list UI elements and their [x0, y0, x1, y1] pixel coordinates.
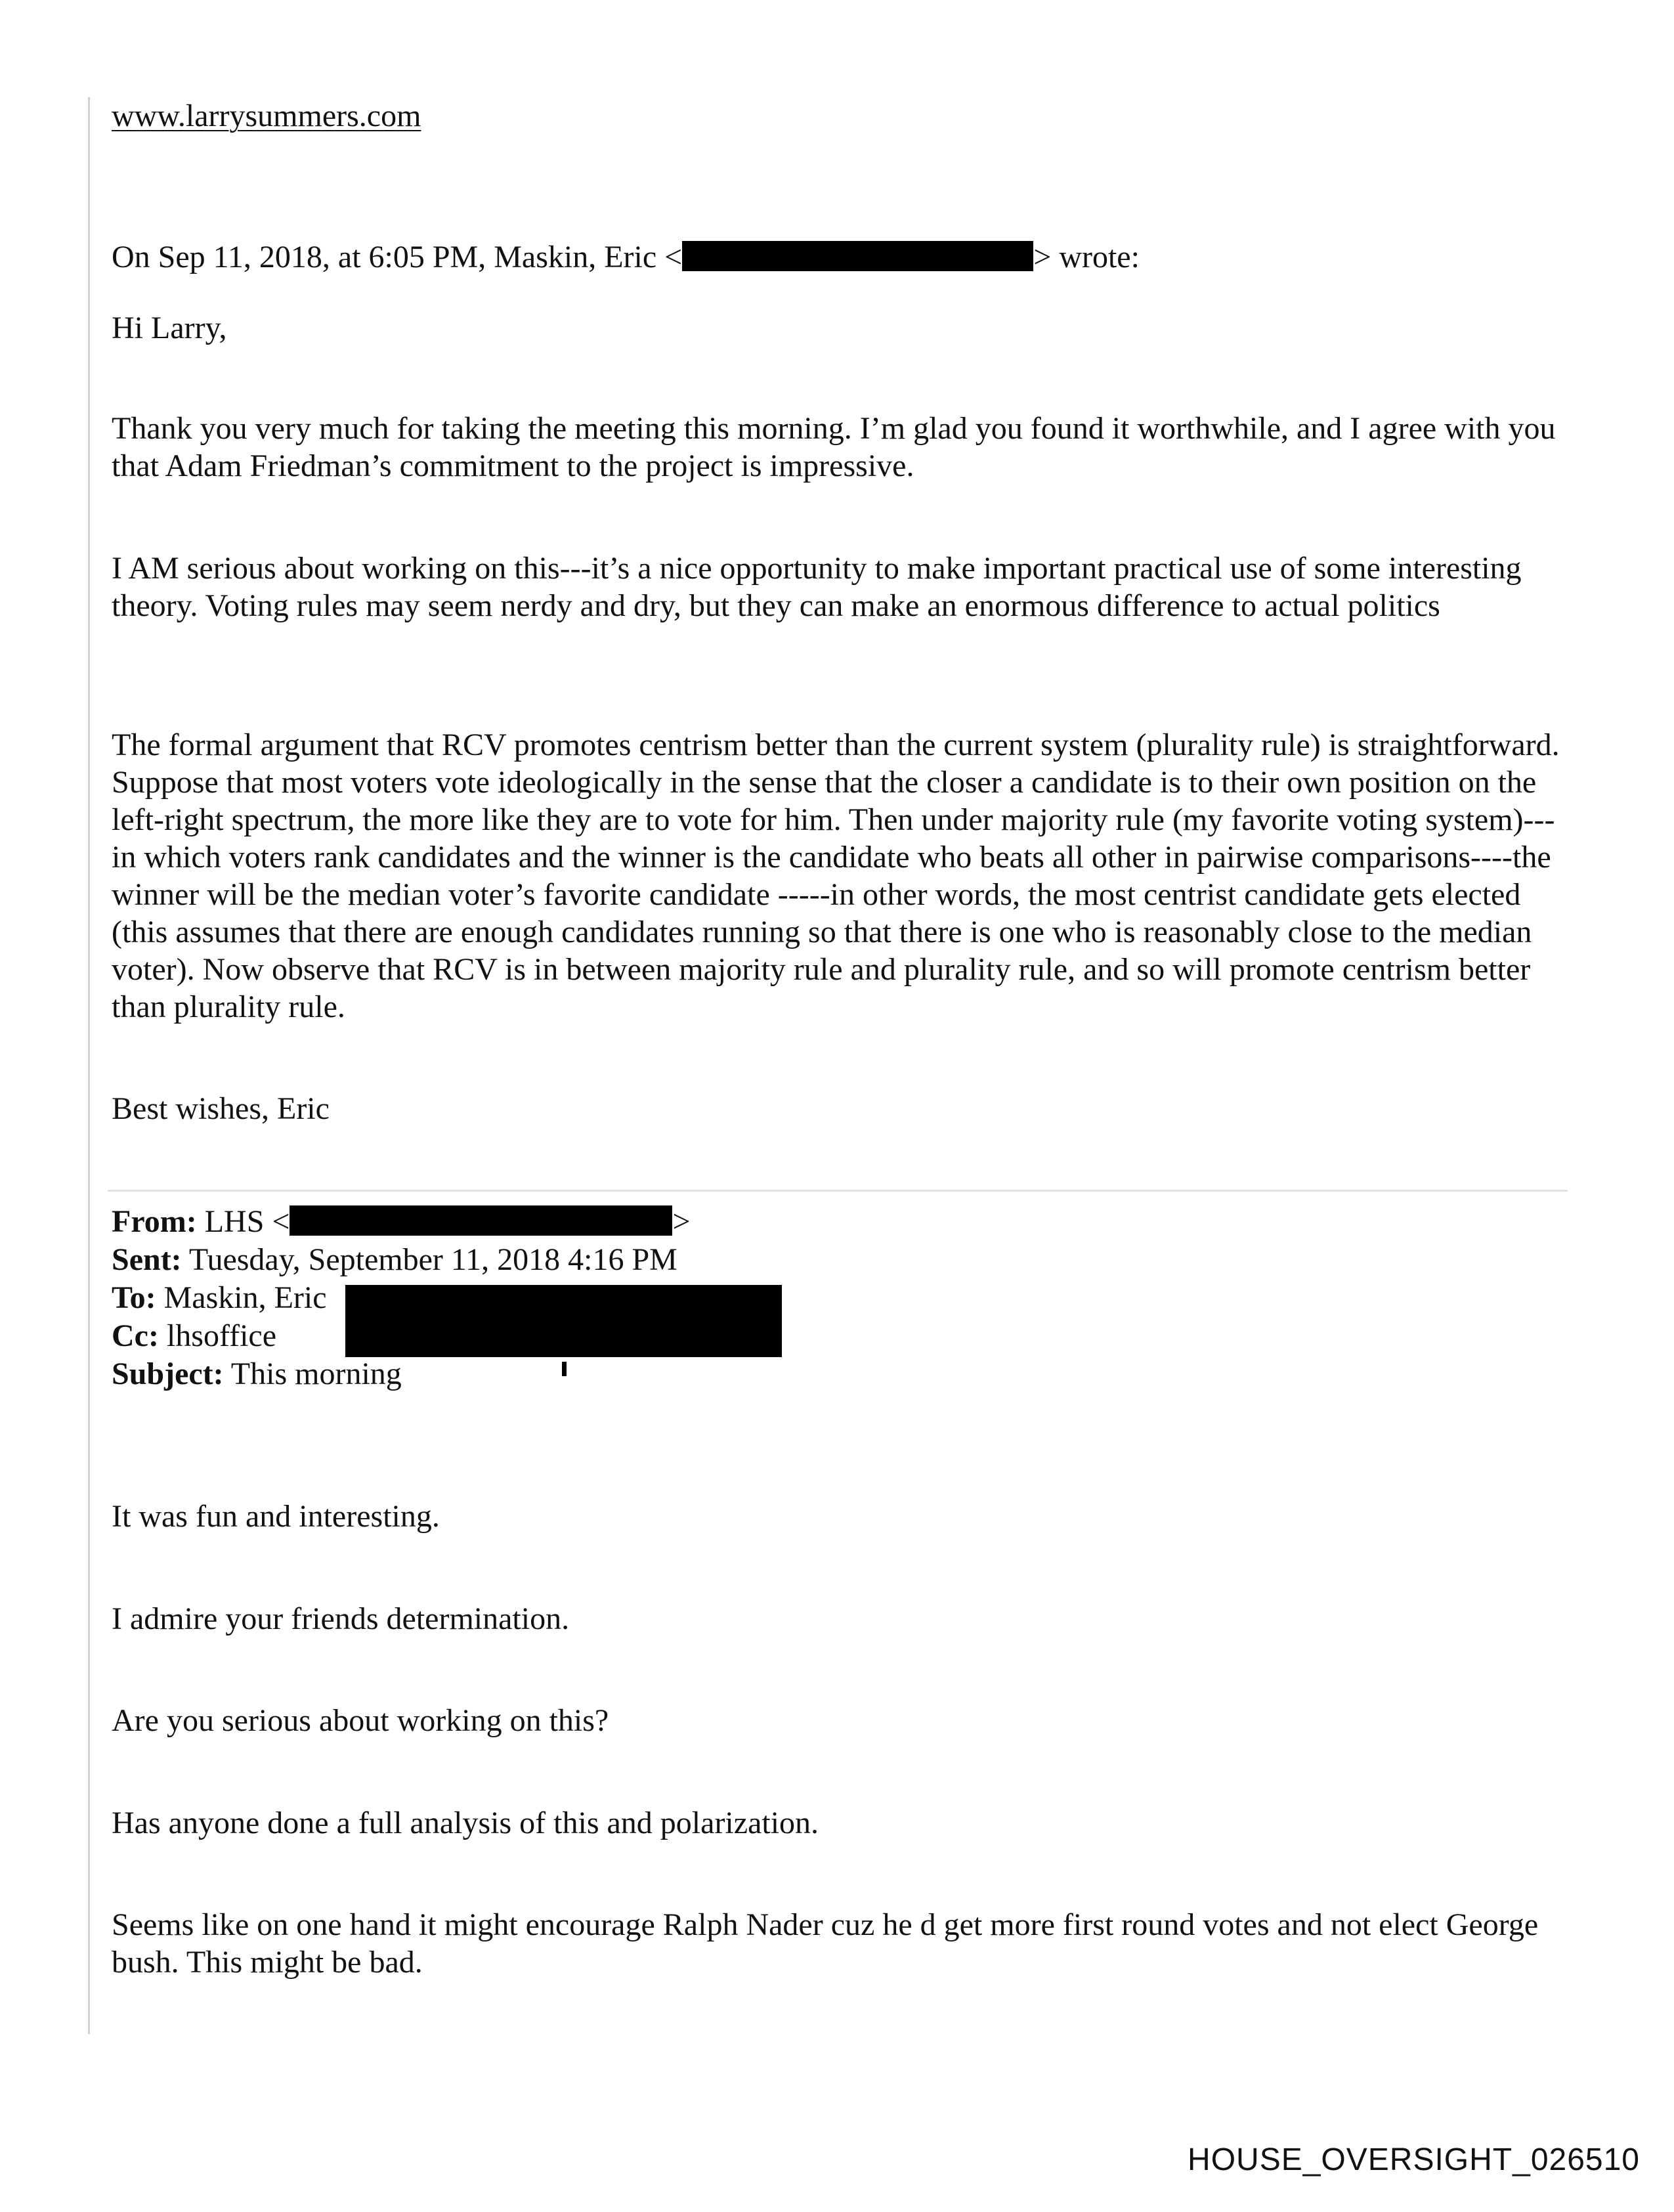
redaction-mark [562, 1362, 567, 1376]
body-line: Seems like on one hand it might encourage Ralph Nader cuz he d get more first round votes and not elect George bush. This might be bad. [112, 1907, 1539, 1980]
redaction-block [682, 241, 1033, 271]
body-line: Are you serious about working on this? [112, 1703, 609, 1738]
subject-line: Subject: This morning [112, 1356, 402, 1391]
reply-header: On Sep 11, 2018, at 6:05 PM, Maskin, Eric < > wrote: [112, 240, 1140, 274]
signoff: Best wishes, Eric [112, 1091, 330, 1126]
sent-line: Sent: Tuesday, September 11, 2018 4:16 PM [112, 1242, 677, 1277]
quote-bar [88, 97, 90, 2034]
cc-line: Cc: lhsoffice [112, 1318, 277, 1353]
redaction-block [345, 1285, 782, 1357]
to-line: To: Maskin, Eric [112, 1280, 327, 1315]
from-line: From: LHS < > [112, 1204, 691, 1239]
body-line: Has anyone done a full analysis of this and polarization. [112, 1806, 819, 1840]
greeting: Hi Larry, [112, 311, 227, 345]
redaction-block [290, 1205, 672, 1236]
reply-paragraph: Thank you very much for taking the meeting this morning. I’m glad you found it worthwhile, and I agree with you that Adam Friedman’s commitment to the project is impressive. [112, 411, 1556, 483]
website-link[interactable]: www.larrysummers.com [112, 98, 421, 133]
message-divider [108, 1190, 1568, 1192]
reply-paragraph: I AM serious about working on this---it’s a nice opportunity to make important practical use of some interesting theory. Voting rules may seem nerdy and dry, but they can make an enormous difference to actual politics [112, 551, 1522, 623]
footer-id: HOUSE_OVERSIGHT_026510 [1188, 2142, 1640, 2177]
body-line: It was fun and interesting. [112, 1499, 440, 1534]
body-line: I admire your friends determination. [112, 1601, 570, 1636]
reply-paragraph: The formal argument that RCV promotes centrism better than the current system (plurality rule) is straightforward. Suppose that most voters vote ideologically in the sense that the closer a candidate is to their own position on the left-right spectrum, the more like they are to vote for him. Then under majority rule (my favorite voting system)---in which voters rank candidates and the winner is the candidate who beats all other in pairwise comparisons----the winner will be the median voter’s favorite candidate -----in other words, the most centrist candidate gets elected (this assumes that there are enough candidates running so that there is one who is reasonably close to the median voter). Now observe that RCV is in between majority rule and plurality rule, and so will promote centrism better than plurality rule. [112, 727, 1560, 1024]
